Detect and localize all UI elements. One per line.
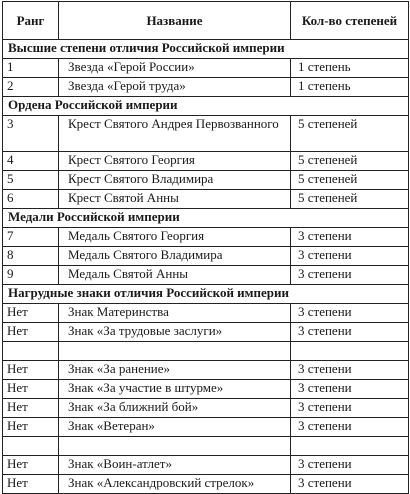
name-cell: Знак «Ветеран» — [59, 418, 291, 437]
rank-cell: Нет — [3, 380, 59, 399]
table-row — [3, 247, 409, 266]
rank-cell: 9 — [3, 266, 59, 285]
name-cell: Знак «За трудовые заслуги» — [59, 323, 291, 342]
name-cell: Крест Святой Анны — [59, 190, 291, 209]
table-row — [3, 304, 409, 323]
name-cell: Знак «За участие в штурме» — [59, 380, 291, 399]
rank-cell: Нет — [3, 456, 59, 475]
name-cell: Знак «За ранение» — [59, 361, 291, 380]
header-count: Кол-во степеней — [291, 2, 409, 40]
rank-cell: 3 — [3, 116, 59, 152]
table-row — [3, 323, 409, 342]
count-cell — [291, 437, 409, 456]
empty-row — [3, 342, 409, 361]
section-row — [3, 97, 409, 116]
table-header — [3, 2, 409, 40]
name-cell: Знак «Александровский стрелок» — [59, 475, 291, 494]
name-cell: Крест Святого Владимира — [59, 171, 291, 190]
section-row — [3, 40, 409, 59]
empty-row — [3, 437, 409, 456]
count-cell: 5 степеней — [291, 152, 409, 171]
count-cell: 3 степени — [291, 266, 409, 285]
count-cell: 5 степеней — [291, 116, 409, 152]
section-row — [3, 209, 409, 228]
count-cell: 3 степени — [291, 361, 409, 380]
count-cell: 3 степени — [291, 399, 409, 418]
rank-cell: 5 — [3, 171, 59, 190]
count-cell: 3 степени — [291, 304, 409, 323]
rank-cell: 8 — [3, 247, 59, 266]
name-cell: Знак «За ближний бой» — [59, 399, 291, 418]
rank-cell: Нет — [3, 475, 59, 494]
count-cell: 3 степени — [291, 380, 409, 399]
rank-cell: Нет — [3, 304, 59, 323]
rank-cell — [3, 342, 59, 361]
count-cell: 5 степеней — [291, 190, 409, 209]
table-row — [3, 152, 409, 171]
table-row — [3, 475, 409, 494]
name-cell: Медаль Святой Анны — [59, 266, 291, 285]
name-cell — [59, 437, 291, 456]
section-title: Нагрудные знаки отличия Российской империи — [3, 285, 409, 304]
table-row — [3, 361, 409, 380]
name-cell: Звезда «Герой России» — [59, 59, 291, 78]
section-title: Ордена Российской империи — [3, 97, 409, 116]
table-row — [3, 456, 409, 475]
table-row — [3, 190, 409, 209]
table-row — [3, 116, 409, 152]
rank-cell: Нет — [3, 418, 59, 437]
count-cell: 3 степени — [291, 418, 409, 437]
rank-cell: 6 — [3, 190, 59, 209]
awards-table — [2, 1, 409, 494]
count-cell: 3 степени — [291, 247, 409, 266]
count-cell: 3 степени — [291, 228, 409, 247]
rank-cell: Нет — [3, 361, 59, 380]
rank-cell: 7 — [3, 228, 59, 247]
section-title: Высшие степени отличия Российской империи — [3, 40, 409, 59]
table-row — [3, 266, 409, 285]
table-row — [3, 228, 409, 247]
rank-cell: Нет — [3, 323, 59, 342]
count-cell: 5 степеней — [291, 171, 409, 190]
name-cell: Медаль Святого Владимира — [59, 247, 291, 266]
count-cell: 3 степени — [291, 456, 409, 475]
rank-cell: 2 — [3, 78, 59, 97]
count-cell: 3 степени — [291, 323, 409, 342]
table-row — [3, 59, 409, 78]
name-cell: Медаль Святого Георгия — [59, 228, 291, 247]
rank-cell: Нет — [3, 399, 59, 418]
header-name: Название — [59, 2, 291, 40]
rank-cell: 4 — [3, 152, 59, 171]
name-cell: Крест Святого Андрея Первозванного — [59, 116, 291, 152]
name-cell: Крест Святого Георгия — [59, 152, 291, 171]
count-cell: 1 степень — [291, 78, 409, 97]
name-cell: Знак «Воин-атлет» — [59, 456, 291, 475]
count-cell: 3 степени — [291, 475, 409, 494]
rank-cell — [3, 437, 59, 456]
section-row — [3, 285, 409, 304]
name-cell: Звезда «Герой труда» — [59, 78, 291, 97]
table-row — [3, 418, 409, 437]
table-row — [3, 78, 409, 97]
count-cell: 1 степень — [291, 59, 409, 78]
header-rank: Ранг — [3, 2, 59, 40]
table-row — [3, 399, 409, 418]
count-cell — [291, 342, 409, 361]
table-row — [3, 380, 409, 399]
rank-cell: 1 — [3, 59, 59, 78]
name-cell — [59, 342, 291, 361]
table-row — [3, 171, 409, 190]
name-cell: Знак Материнства — [59, 304, 291, 323]
section-title: Медали Российской империи — [3, 209, 409, 228]
